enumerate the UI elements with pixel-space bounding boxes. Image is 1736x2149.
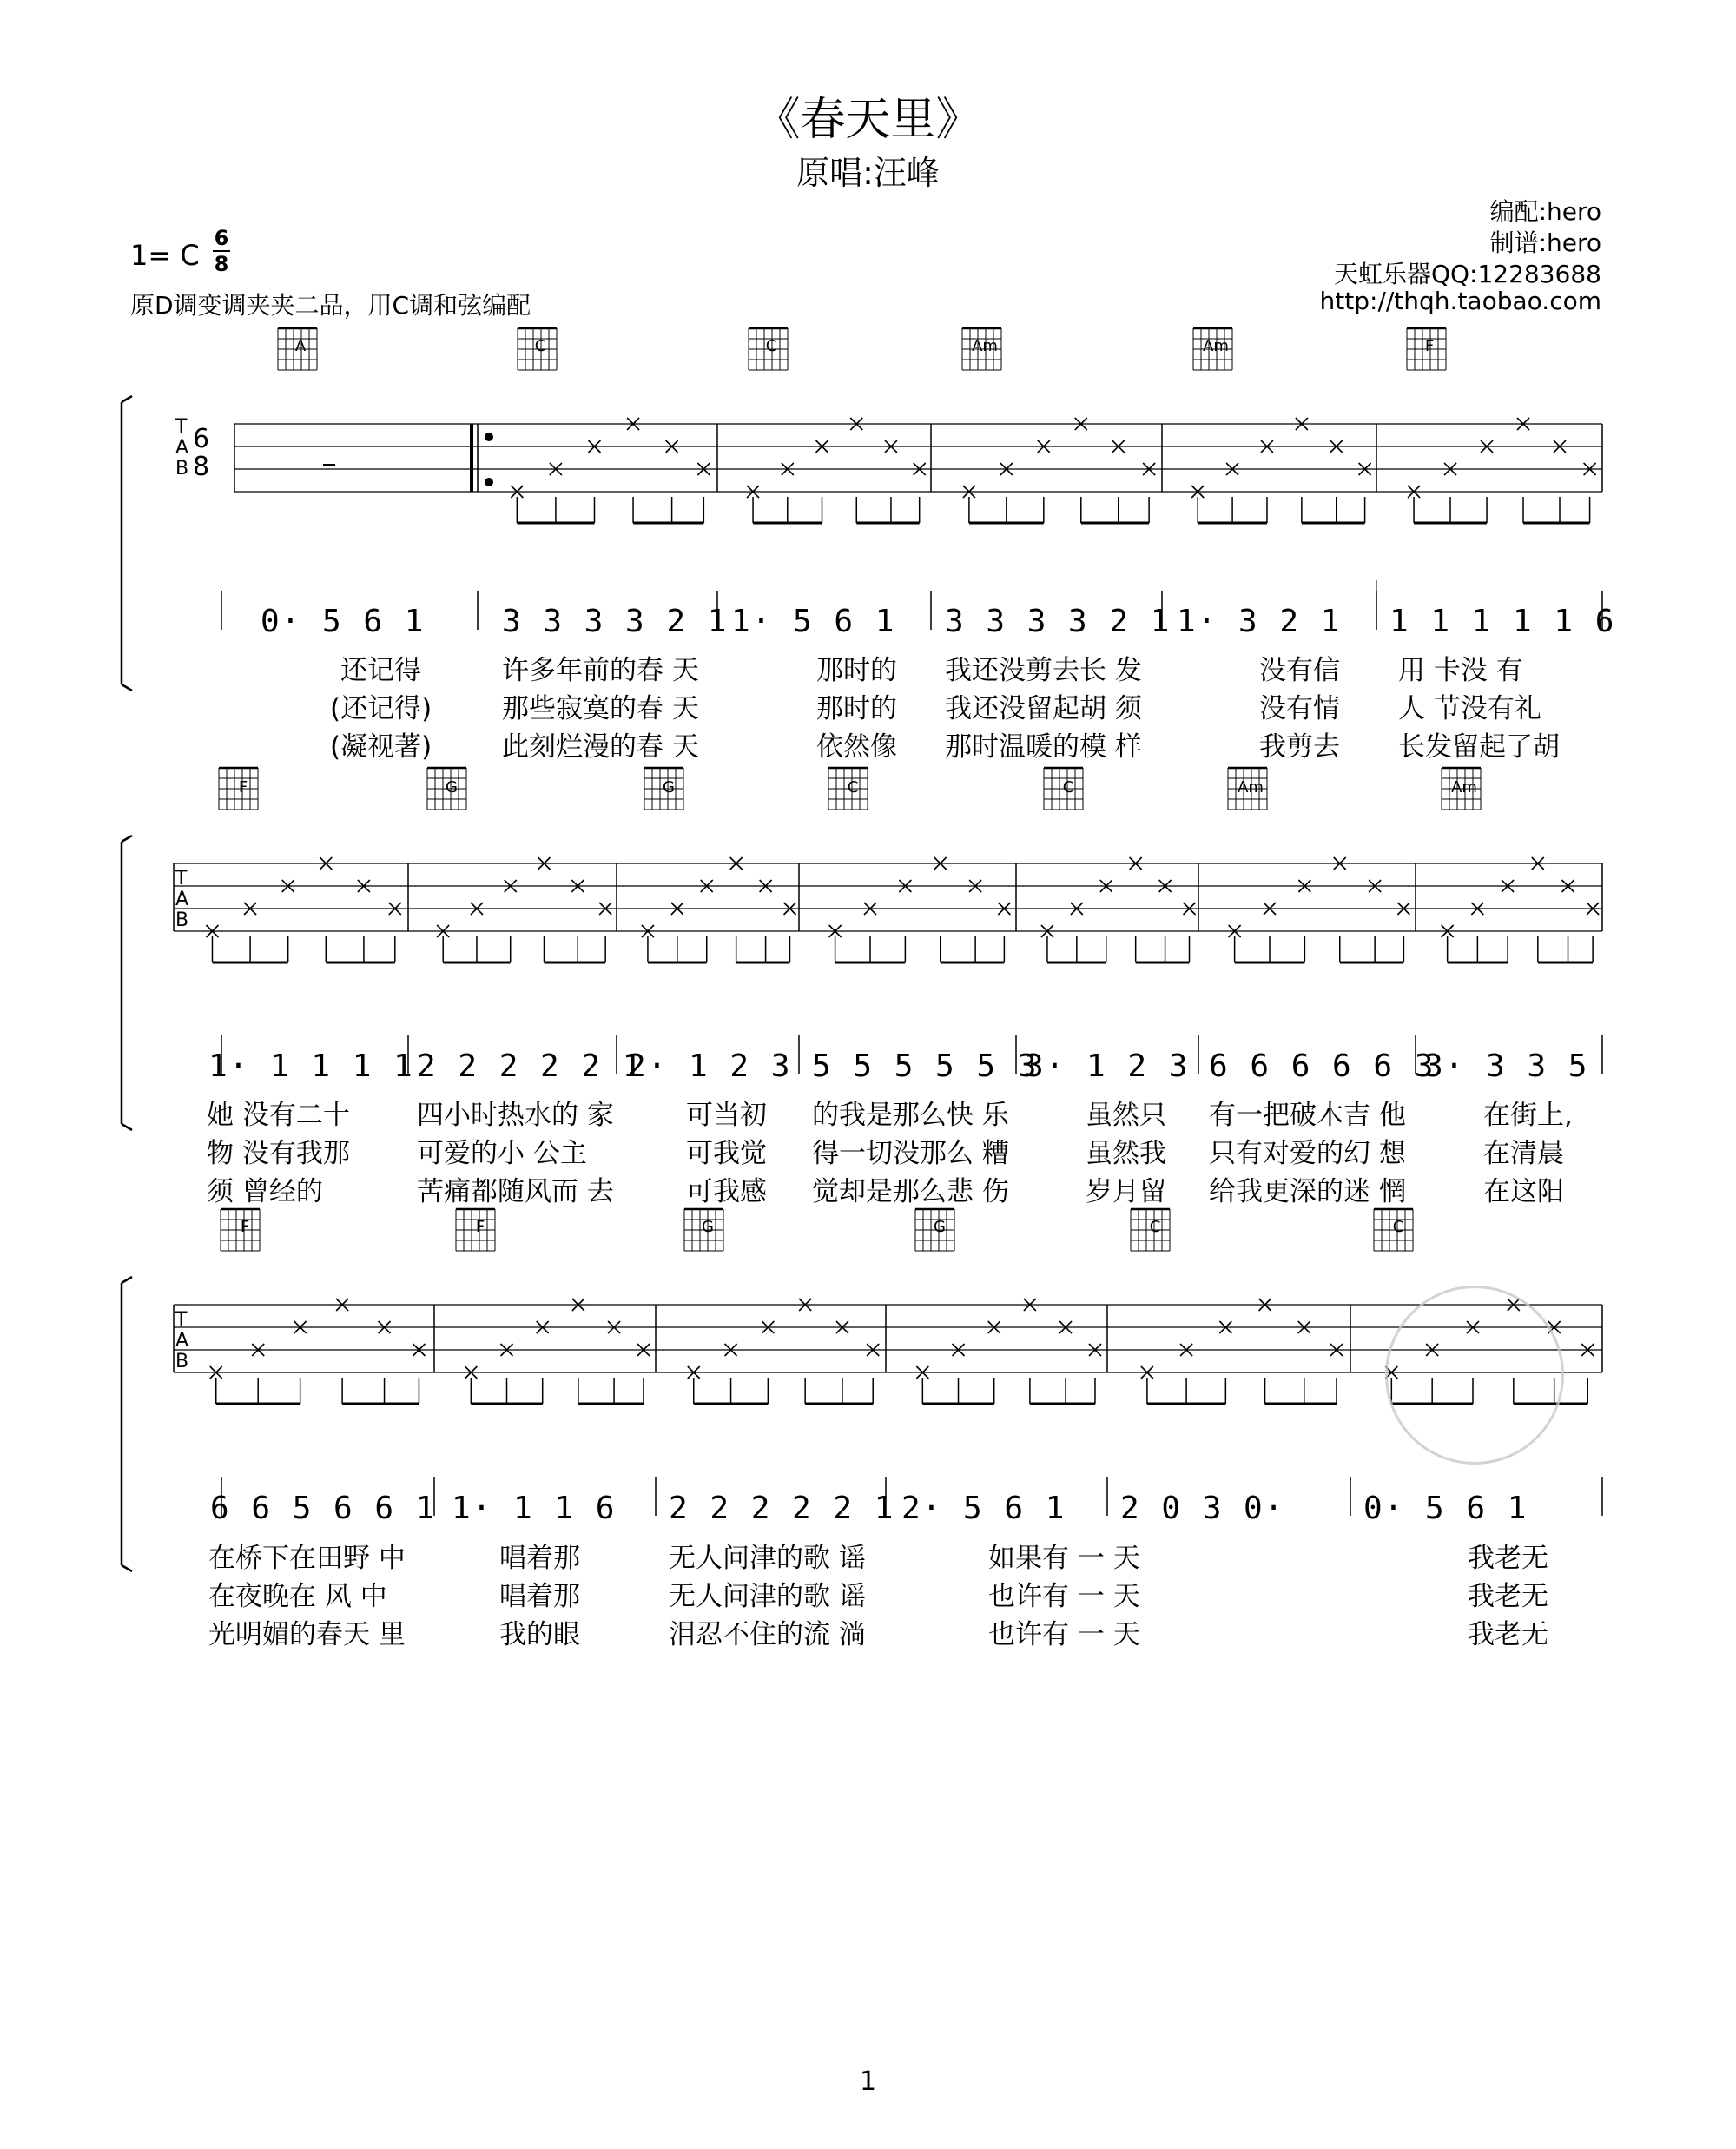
lyric: 我的眼 xyxy=(499,1619,580,1650)
lyric: 光明媚的春天 里 xyxy=(208,1619,406,1650)
lyric: 泪忍不住的流 淌 xyxy=(669,1619,866,1650)
lyric: 在夜晚在 风 中 xyxy=(208,1581,387,1612)
tab-clef: T A B xyxy=(175,868,189,931)
chord-label: C xyxy=(1149,1218,1161,1236)
notation-numbers: 0· 5 6 1 xyxy=(1363,1491,1528,1526)
notation-numbers: 2 0 3 0· xyxy=(1120,1491,1285,1526)
lyric: 虽然只 xyxy=(1086,1100,1166,1131)
lyric: 在这阳 xyxy=(1483,1176,1564,1207)
lyric: 那时的 xyxy=(816,655,897,686)
lyric: 物 没有我那 xyxy=(207,1138,350,1169)
chord-label: G xyxy=(934,1218,946,1236)
chord-label: C xyxy=(765,337,777,355)
page-number: 1 xyxy=(859,2066,877,2097)
repeat-dot xyxy=(485,478,493,486)
transcriber-credit: 制谱:hero xyxy=(1489,228,1601,257)
lyric: 那时的 xyxy=(816,693,897,724)
lyric: 可我觉 xyxy=(686,1138,767,1169)
tab-time-signature: 6 8 xyxy=(193,424,210,482)
lyric: 我剪去 xyxy=(1259,731,1340,763)
lyric: 的我是那么快 乐 xyxy=(812,1100,1009,1131)
chord-label: G xyxy=(446,778,458,797)
lyric: 可我感 xyxy=(686,1176,767,1207)
chord-label: Am xyxy=(972,337,998,355)
chord-label: F xyxy=(1424,337,1435,355)
time-signature: 6 8 xyxy=(214,226,229,276)
lyric: 无人问津的歌 谣 xyxy=(669,1543,866,1574)
shop-url: http://thqh.taobao.com xyxy=(1319,287,1601,315)
lyric: 用 卡没 有 xyxy=(1398,655,1523,686)
notation-numbers: 3 3 3 3 2 1 xyxy=(945,604,1172,639)
notation-numbers: 1 1 1 1 1 6 xyxy=(1389,604,1616,639)
chord-label: C xyxy=(1392,1218,1404,1236)
notation-numbers: 3· 3 3 5 xyxy=(1424,1048,1589,1084)
chord-label: G xyxy=(663,778,675,797)
notation-numbers: 3· 1 2 3 xyxy=(1025,1048,1190,1084)
lyric: 如果有 一 天 xyxy=(988,1543,1140,1574)
lyric: 在清晨 xyxy=(1483,1138,1564,1169)
lyric: 虽然我 xyxy=(1086,1138,1166,1169)
notation-numbers: 6 6 5 6 6 1 xyxy=(210,1491,437,1526)
lyric: 那些寂寞的春 天 xyxy=(502,693,699,724)
notation-numbers: 3 3 3 3 2 1 xyxy=(502,604,729,639)
lyric: 四小时热水的 家 xyxy=(417,1100,614,1131)
capo-note: 原D调变调夹夹二品，用C调和弦编配 xyxy=(130,291,531,320)
lyric: 可爱的小 公主 xyxy=(417,1138,587,1169)
tab-clef: T A B xyxy=(175,416,189,479)
chord-label: Am xyxy=(1203,337,1229,355)
lyric: 无人问津的歌 谣 xyxy=(669,1581,866,1612)
system-bracket xyxy=(122,1277,132,1283)
lyric: 我老无 xyxy=(1468,1581,1548,1612)
lyric: 给我更深的迷 惘 xyxy=(1209,1176,1406,1207)
lyric: 可当初 xyxy=(686,1100,767,1131)
notation-numbers: 2 2 2 2 2 1 xyxy=(669,1491,895,1526)
arranger-credit: 编配:hero xyxy=(1489,197,1601,226)
key-signature: 1= C xyxy=(130,239,200,272)
lyric: 依然像 xyxy=(816,731,897,763)
lyric: 有一把破木吉 他 xyxy=(1209,1100,1406,1131)
system-bracket xyxy=(122,684,132,691)
chord-label: F xyxy=(238,778,248,797)
lyric: 人 节没有礼 xyxy=(1398,693,1541,724)
lyric: (凝视著) xyxy=(330,731,432,763)
lyric: 我还没留起胡 须 xyxy=(945,693,1142,724)
rest-mark xyxy=(323,464,335,466)
system-bracket xyxy=(122,1124,132,1130)
system-bracket xyxy=(122,396,132,402)
notation-numbers: 1· 1 1 1 1 xyxy=(208,1048,414,1084)
lyric: 我老无 xyxy=(1468,1619,1548,1650)
chord-label: F xyxy=(475,1218,485,1236)
lyric: 还记得 xyxy=(340,655,421,686)
lyric: 我还没剪去长 发 xyxy=(945,655,1142,686)
lyric: 觉却是那么悲 伤 xyxy=(812,1176,1009,1207)
lyric: 苦痛都随风而 去 xyxy=(417,1176,614,1207)
notation-numbers: 1· 3 2 1 xyxy=(1177,604,1342,639)
shop-qq: 天虹乐器QQ:12283688 xyxy=(1333,260,1601,288)
lyric: 唱着那 xyxy=(499,1581,580,1612)
original-singer: 原唱:汪峰 xyxy=(796,154,940,192)
lyric: 许多年前的春 天 xyxy=(502,655,699,686)
notation-numbers: 1· 1 1 6 xyxy=(452,1491,617,1526)
lyric: 在街上, xyxy=(1483,1100,1573,1131)
notation-numbers: 6 6 6 6 6 3 xyxy=(1209,1048,1436,1084)
song-title: 《春天里》 xyxy=(755,94,981,146)
shop-watermark-stamp xyxy=(1385,1286,1564,1465)
lyric: 在桥下在田野 中 xyxy=(208,1543,406,1574)
chord-label: A xyxy=(294,337,307,355)
notation-numbers: 1· 5 6 1 xyxy=(731,604,896,639)
chord-label: G xyxy=(702,1218,714,1236)
lyric: 唱着那 xyxy=(499,1543,580,1574)
lyric: (还记得) xyxy=(330,693,432,724)
system-bracket xyxy=(122,1565,132,1571)
notation-numbers: 2· 5 6 1 xyxy=(901,1491,1066,1526)
lyric: 只有对爱的幻 想 xyxy=(1209,1138,1406,1169)
notation-numbers: 2· 1 2 3 xyxy=(627,1048,792,1084)
lyric: 得一切没那么 糟 xyxy=(812,1138,1009,1169)
notation-numbers: 0· 5 6 1 xyxy=(261,604,426,639)
chord-label: F xyxy=(240,1218,250,1236)
chord-label: C xyxy=(1062,778,1074,797)
lyric: 没有信 xyxy=(1259,655,1340,686)
repeat-dot xyxy=(485,433,493,441)
lyric: 没有情 xyxy=(1259,693,1340,724)
lyric: 岁月留 xyxy=(1086,1176,1166,1207)
lyric: 也许有 一 天 xyxy=(988,1619,1140,1650)
lyric: 也许有 一 天 xyxy=(988,1581,1140,1612)
notation-numbers: 2 2 2 2 2 1 xyxy=(417,1048,644,1084)
lyric: 我老无 xyxy=(1468,1543,1548,1574)
chord-label: Am xyxy=(1451,778,1477,797)
lyric: 那时温暖的模 样 xyxy=(945,731,1142,763)
chord-label: Am xyxy=(1238,778,1264,797)
lyric: 她 没有二十 xyxy=(207,1100,350,1131)
tab-clef: T A B xyxy=(175,1309,189,1372)
lyric: 长发留起了胡 xyxy=(1398,731,1560,763)
system-bracket xyxy=(122,836,132,842)
lyric: 此刻烂漫的春 天 xyxy=(502,731,699,763)
lyric: 须 曾经的 xyxy=(207,1176,323,1207)
notation-numbers: 5 5 5 5 5 3 xyxy=(812,1048,1039,1084)
chord-label: C xyxy=(847,778,859,797)
chord-label: C xyxy=(534,337,546,355)
